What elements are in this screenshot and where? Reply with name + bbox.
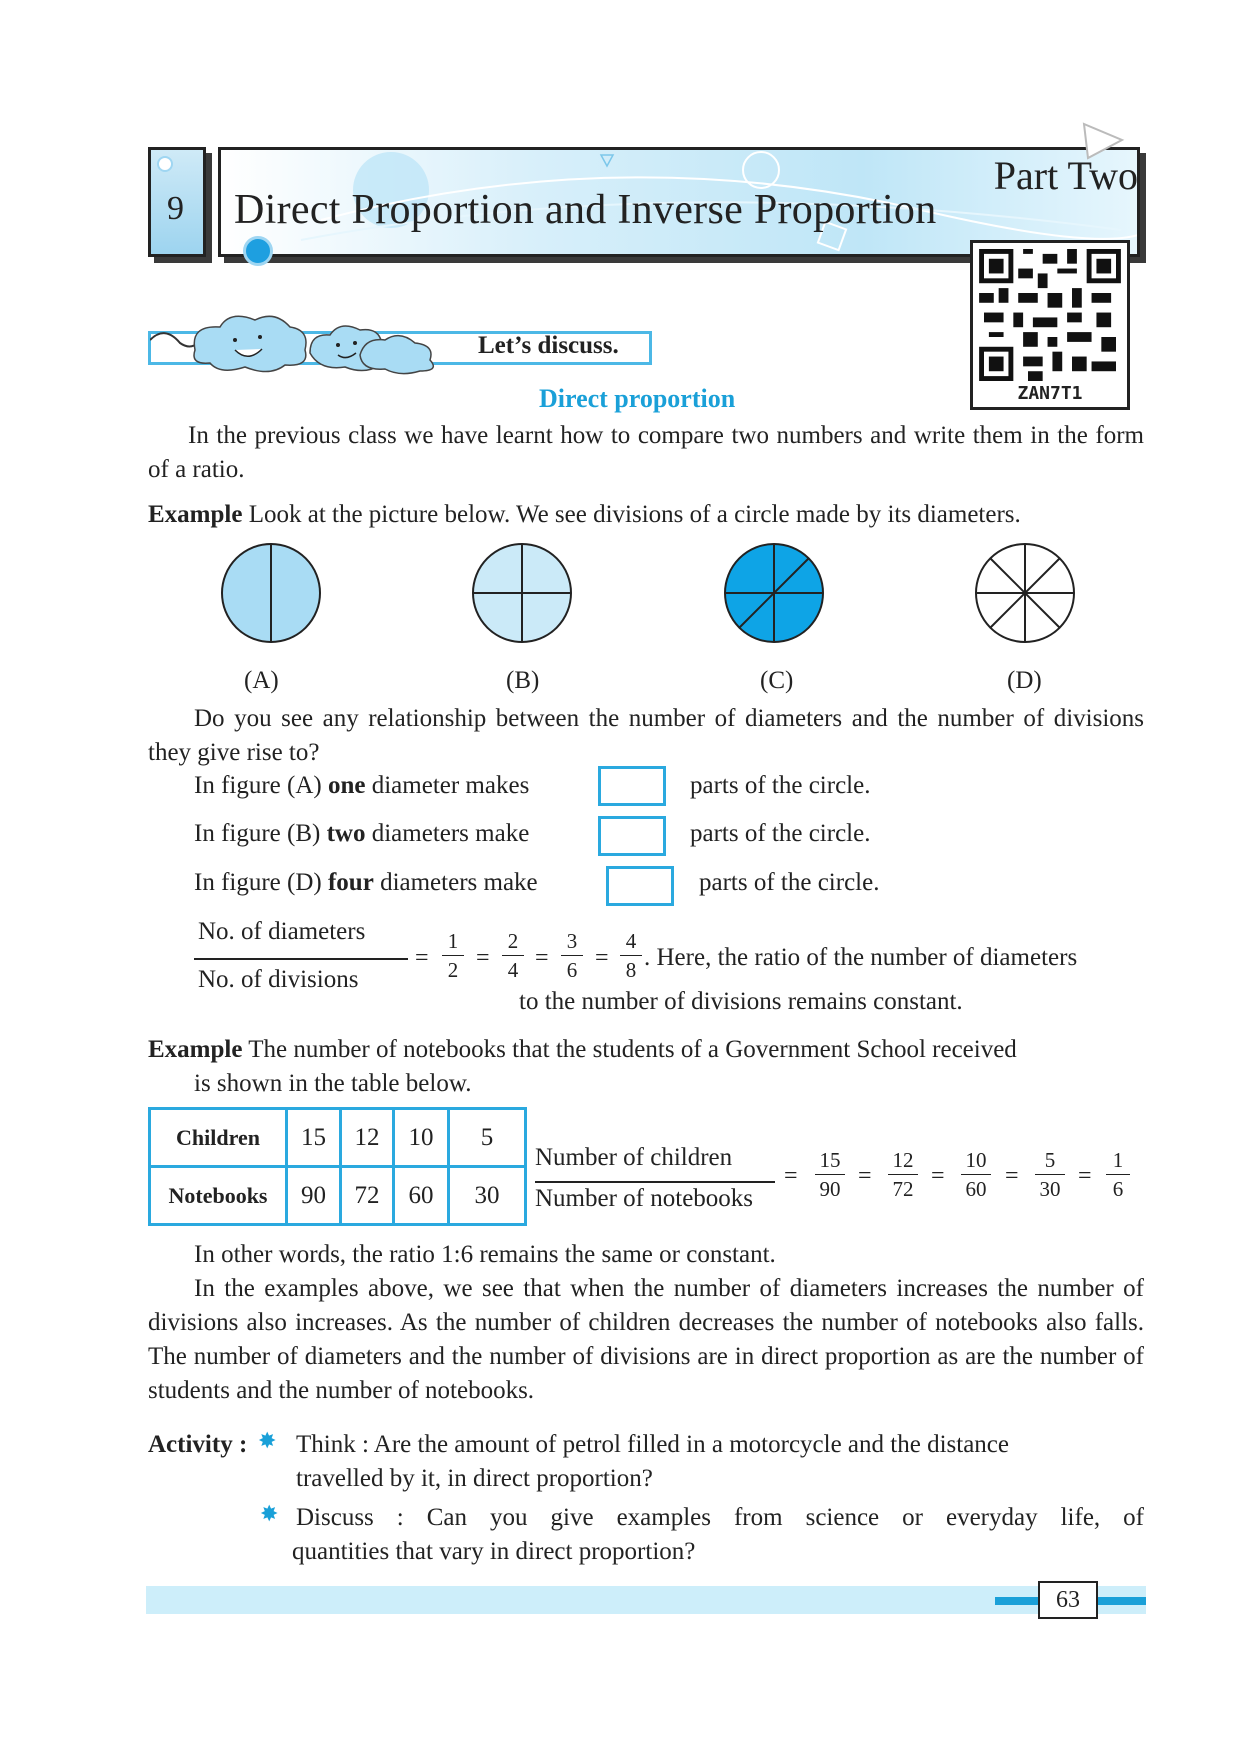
table-cell: 12 bbox=[341, 1109, 394, 1167]
circle-c-label: (C) bbox=[760, 667, 794, 694]
table-cell: 5 bbox=[449, 1109, 526, 1167]
fill-line-a bbox=[194, 769, 529, 803]
fill-line-b-post: diameters make bbox=[371, 820, 530, 847]
ratio1-fraction-bar bbox=[194, 958, 408, 960]
fraction-denominator: 72 bbox=[892, 1177, 914, 1201]
fill-line-d-pre: In figure (D) bbox=[194, 869, 322, 896]
equals-sign: = bbox=[1078, 1163, 1092, 1189]
fill-line-a-pre: In figure (A) bbox=[194, 772, 322, 799]
section-title: Direct proportion bbox=[539, 384, 736, 413]
table-cell: 72 bbox=[341, 1167, 394, 1225]
equals-sign: = bbox=[858, 1163, 872, 1189]
triangle-decoration-icon bbox=[1082, 122, 1126, 162]
fraction-numerator: 3 bbox=[566, 929, 578, 953]
fraction-5-30 bbox=[1035, 1148, 1065, 1201]
example-label: Example bbox=[148, 501, 243, 528]
fraction-numerator: 4 bbox=[625, 929, 637, 953]
fill-line-a-post: diameter makes bbox=[371, 772, 530, 799]
activity-label: Activity : bbox=[148, 1431, 248, 1458]
conclusion-paragraph: In the examples above, we see that when the number of diameters increases the number of divisions also increases. As the number of children decreases the number of notebooks also falls. The number of diameters and the number of divisions are in direct proportion as are the number of students and the number of notebooks. bbox=[148, 1275, 1144, 1404]
fill-line-a-after: parts of the circle. bbox=[690, 772, 871, 799]
circle-decoration-icon bbox=[155, 154, 175, 174]
answer-box-b[interactable] bbox=[598, 816, 666, 856]
activity-item-1-line1: Think : Are the amount of petrol filled in a motorcycle and the distance bbox=[296, 1431, 1009, 1458]
chapter-title: Direct Proportion and Inverse Proportion bbox=[234, 187, 937, 233]
question-paragraph: Do you see any relationship between the number of diameters and the number of divisions they give rise to? bbox=[148, 705, 1144, 766]
fill-line-d bbox=[194, 866, 538, 900]
blue-dot-icon bbox=[243, 236, 273, 266]
lets-discuss-label: Let’s discuss. bbox=[478, 332, 619, 359]
chapter-number: 9 bbox=[167, 190, 184, 227]
cloud-faces-icon bbox=[150, 305, 470, 375]
fraction-denominator: 60 bbox=[965, 1177, 987, 1201]
circle-c-figure bbox=[721, 540, 827, 646]
circle-a-label: (A) bbox=[244, 667, 279, 694]
circle-b-figure bbox=[469, 540, 575, 646]
example-text: The number of notebooks that the students of a Government School received bbox=[248, 1036, 1017, 1063]
fraction-denominator: 30 bbox=[1039, 1177, 1061, 1201]
example-1 bbox=[148, 498, 1148, 532]
ratio1-text-line1: . Here, the ratio of the number of diameters bbox=[644, 944, 1078, 971]
table-cell: 15 bbox=[287, 1109, 341, 1167]
equals-sign: = bbox=[931, 1163, 945, 1189]
qr-code-box[interactable] bbox=[970, 240, 1130, 410]
circle-b-label: (B) bbox=[506, 667, 540, 694]
ratio1-text-line2: to the number of divisions remains constant. bbox=[519, 988, 963, 1015]
intro-paragraph: In the previous class we have learnt how to compare two numbers and write them in the form of a ratio. bbox=[148, 422, 1144, 483]
fill-line-d-bold: four bbox=[327, 869, 374, 896]
equals-sign: = bbox=[595, 945, 609, 971]
fill-line-b-pre: In figure (B) bbox=[194, 820, 321, 847]
table-header-cell: Children bbox=[150, 1109, 287, 1167]
fraction-numerator: 1 bbox=[1112, 1148, 1124, 1172]
fraction-denominator: 6 bbox=[1112, 1177, 1124, 1201]
fraction-3-6 bbox=[561, 929, 583, 982]
page-number: 63 bbox=[1038, 1581, 1098, 1619]
equals-sign: = bbox=[476, 945, 490, 971]
qr-code-label: ZAN7T1 bbox=[1017, 383, 1083, 404]
equals-sign: = bbox=[415, 945, 429, 971]
part-label: Part Two bbox=[993, 153, 1138, 198]
fraction-denominator: 4 bbox=[507, 958, 519, 982]
ratio2-denominator-label: Number of notebooks bbox=[535, 1185, 754, 1212]
fraction-denominator: 8 bbox=[625, 958, 637, 982]
circle-a-figure bbox=[218, 540, 324, 646]
table-row bbox=[150, 1109, 526, 1167]
answer-box-d[interactable] bbox=[606, 866, 674, 906]
fraction-numerator: 1 bbox=[447, 929, 459, 953]
fraction-15-90 bbox=[815, 1148, 845, 1201]
table-cell: 30 bbox=[449, 1167, 526, 1225]
qr-code-icon bbox=[979, 249, 1121, 381]
other-words-line: In other words, the ratio 1:6 remains the same or constant. bbox=[194, 1241, 776, 1268]
example-2 bbox=[148, 1033, 1148, 1067]
star-bullet-icon: ✸ bbox=[258, 1428, 277, 1453]
fraction-numerator: 5 bbox=[1044, 1148, 1056, 1172]
fraction-numerator: 10 bbox=[965, 1148, 987, 1172]
circle-d-figure bbox=[972, 540, 1078, 646]
fraction-2-4 bbox=[502, 929, 524, 982]
fraction-denominator: 6 bbox=[566, 958, 578, 982]
fill-line-b bbox=[194, 817, 529, 851]
fill-line-b-after: parts of the circle. bbox=[690, 820, 871, 847]
fraction-denominator: 2 bbox=[447, 958, 459, 982]
fraction-numerator: 15 bbox=[819, 1148, 841, 1172]
fill-line-b-bold: two bbox=[326, 820, 366, 847]
example-label: Example bbox=[148, 1036, 243, 1063]
star-bullet-icon: ✸ bbox=[260, 1501, 279, 1526]
equals-sign: = bbox=[784, 1163, 798, 1189]
example-text: Look at the picture below. We see divisions of a circle made by its diameters. bbox=[248, 501, 1021, 528]
activity-item-1-line2: travelled by it, in direct proportion? bbox=[296, 1465, 653, 1492]
table-row bbox=[150, 1167, 526, 1225]
fraction-denominator: 90 bbox=[819, 1177, 841, 1201]
table-cell: 90 bbox=[287, 1167, 341, 1225]
ratio1-denominator-label: No. of divisions bbox=[198, 966, 359, 993]
fraction-12-72 bbox=[888, 1148, 918, 1201]
equals-sign: = bbox=[535, 945, 549, 971]
fill-line-d-after: parts of the circle. bbox=[699, 869, 880, 896]
table-header-cell: Notebooks bbox=[150, 1167, 287, 1225]
activity-item-2-line1: Discuss : Can you give examples from science or everyday life, of bbox=[296, 1504, 1144, 1531]
fraction-numerator: 2 bbox=[507, 929, 519, 953]
example-2-line2: is shown in the table below. bbox=[194, 1070, 472, 1097]
fill-line-a-bold: one bbox=[327, 772, 366, 799]
table-cell: 60 bbox=[394, 1167, 449, 1225]
circle-d-label: (D) bbox=[1007, 667, 1042, 694]
ratio1-numerator-label: No. of diameters bbox=[198, 918, 366, 945]
activity-item-2-line2: quantities that vary in direct proportion? bbox=[292, 1538, 696, 1565]
notebooks-table bbox=[148, 1107, 527, 1226]
ratio2-numerator-label: Number of children bbox=[535, 1144, 733, 1171]
fraction-numerator: 12 bbox=[892, 1148, 914, 1172]
fill-line-d-post: diameters make bbox=[380, 869, 538, 896]
answer-box-a[interactable] bbox=[598, 766, 666, 806]
table-cell: 10 bbox=[394, 1109, 449, 1167]
fraction-1-6 bbox=[1106, 1148, 1130, 1201]
fraction-10-60 bbox=[961, 1148, 991, 1201]
fraction-4-8 bbox=[620, 929, 642, 982]
fraction-1-2 bbox=[442, 929, 464, 982]
equals-sign: = bbox=[1005, 1163, 1019, 1189]
